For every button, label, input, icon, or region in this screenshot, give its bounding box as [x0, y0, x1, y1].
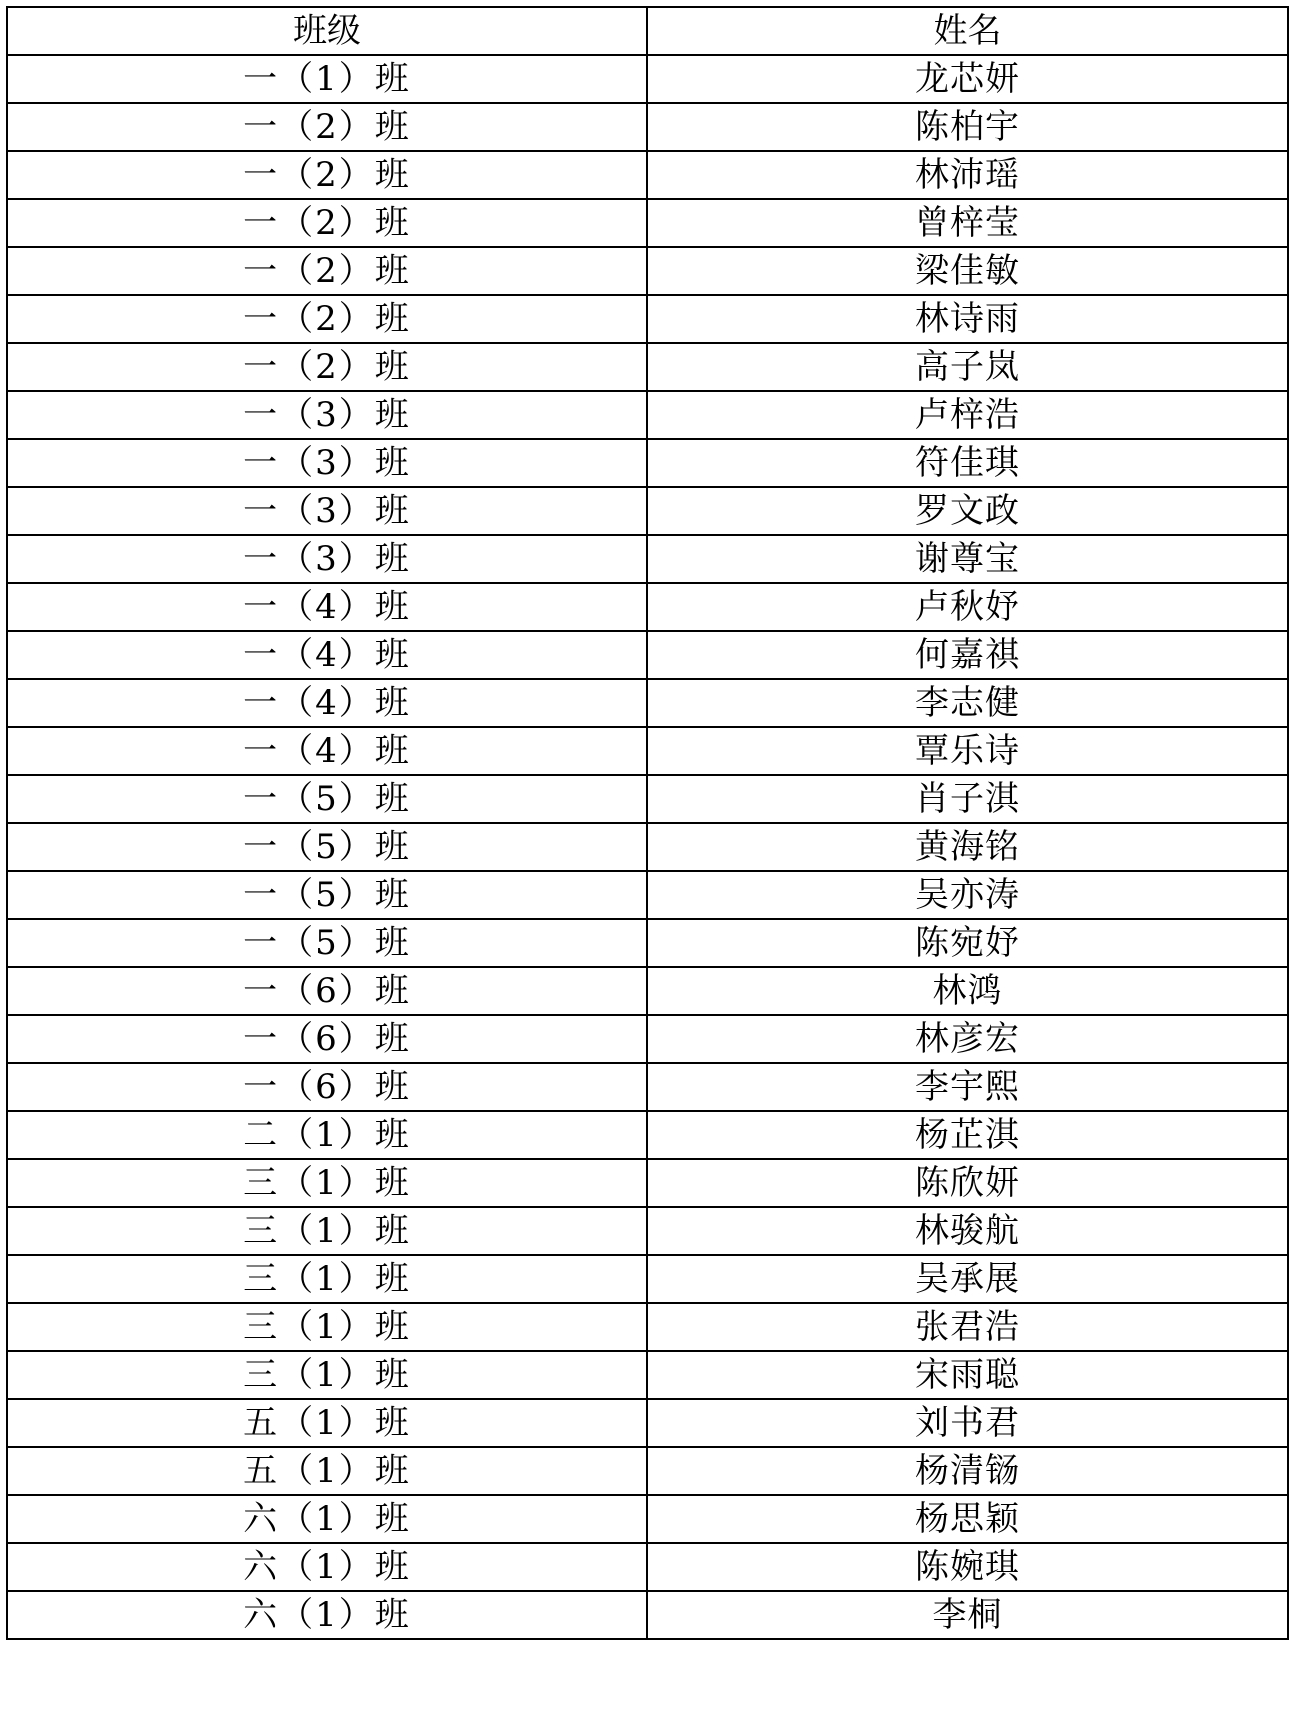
student-name-cell: 吴承展 — [647, 1255, 1288, 1303]
student-name-cell: 曾梓莹 — [647, 199, 1288, 247]
table-row — [7, 631, 1288, 679]
class-cell: 一（2）班 — [7, 103, 647, 151]
table-row — [7, 439, 1288, 487]
class-cell: 一（6）班 — [7, 1015, 647, 1063]
roster-sheet — [6, 6, 1287, 1640]
table-row — [7, 1399, 1288, 1447]
table-row — [7, 1015, 1288, 1063]
table-row — [7, 487, 1288, 535]
table-row — [7, 1111, 1288, 1159]
student-name-cell: 覃乐诗 — [647, 727, 1288, 775]
class-cell: 一（4）班 — [7, 631, 647, 679]
class-cell: 一（2）班 — [7, 151, 647, 199]
table-row — [7, 871, 1288, 919]
student-name-cell: 罗文政 — [647, 487, 1288, 535]
table-row — [7, 55, 1288, 103]
class-cell: 一（4）班 — [7, 583, 647, 631]
table-row — [7, 343, 1288, 391]
class-cell: 一（3）班 — [7, 535, 647, 583]
table-row — [7, 151, 1288, 199]
table-row — [7, 103, 1288, 151]
student-name-cell: 陈婉琪 — [647, 1543, 1288, 1591]
column-header-class: 班级 — [7, 7, 647, 55]
class-cell: 一（4）班 — [7, 727, 647, 775]
student-name-cell: 陈欣妍 — [647, 1159, 1288, 1207]
student-name-cell: 梁佳敏 — [647, 247, 1288, 295]
table-row — [7, 391, 1288, 439]
class-cell: 五（1）班 — [7, 1399, 647, 1447]
class-cell: 一（5）班 — [7, 919, 647, 967]
class-cell: 一（5）班 — [7, 823, 647, 871]
student-name-cell: 李桐 — [647, 1591, 1288, 1639]
student-name-cell: 肖子淇 — [647, 775, 1288, 823]
table-row — [7, 1495, 1288, 1543]
class-cell: 三（1）班 — [7, 1351, 647, 1399]
class-cell: 一（2）班 — [7, 199, 647, 247]
class-cell: 六（1）班 — [7, 1591, 647, 1639]
class-cell: 一（1）班 — [7, 55, 647, 103]
class-cell: 三（1）班 — [7, 1303, 647, 1351]
table-row — [7, 1447, 1288, 1495]
class-cell: 六（1）班 — [7, 1543, 647, 1591]
student-name-cell: 卢梓浩 — [647, 391, 1288, 439]
student-name-cell: 李志健 — [647, 679, 1288, 727]
student-name-cell: 林诗雨 — [647, 295, 1288, 343]
student-name-cell: 杨芷淇 — [647, 1111, 1288, 1159]
table-row — [7, 1255, 1288, 1303]
student-name-cell: 林骏航 — [647, 1207, 1288, 1255]
class-cell: 一（3）班 — [7, 487, 647, 535]
table-row — [7, 1351, 1288, 1399]
student-name-cell: 黄海铭 — [647, 823, 1288, 871]
table-row — [7, 1063, 1288, 1111]
table-body — [7, 55, 1288, 1639]
class-cell: 一（2）班 — [7, 343, 647, 391]
student-name-cell: 龙芯妍 — [647, 55, 1288, 103]
student-name-cell: 杨清铴 — [647, 1447, 1288, 1495]
student-name-cell: 刘书君 — [647, 1399, 1288, 1447]
table-row — [7, 1303, 1288, 1351]
student-name-cell: 符佳琪 — [647, 439, 1288, 487]
class-cell: 一（2）班 — [7, 247, 647, 295]
class-cell: 三（1）班 — [7, 1255, 647, 1303]
student-name-cell: 李宇熙 — [647, 1063, 1288, 1111]
class-cell: 一（5）班 — [7, 775, 647, 823]
class-cell: 五（1）班 — [7, 1447, 647, 1495]
table-row — [7, 1207, 1288, 1255]
student-name-cell: 高子岚 — [647, 343, 1288, 391]
class-cell: 一（6）班 — [7, 967, 647, 1015]
student-name-cell: 谢尊宝 — [647, 535, 1288, 583]
student-name-cell: 吴亦涛 — [647, 871, 1288, 919]
student-name-cell: 林鸿 — [647, 967, 1288, 1015]
table-row — [7, 199, 1288, 247]
table-row — [7, 1159, 1288, 1207]
class-cell: 一（3）班 — [7, 391, 647, 439]
class-cell: 一（2）班 — [7, 295, 647, 343]
table-row — [7, 583, 1288, 631]
student-name-cell: 林沛瑶 — [647, 151, 1288, 199]
student-roster-table — [6, 6, 1289, 1640]
student-name-cell: 林彦宏 — [647, 1015, 1288, 1063]
student-name-cell: 陈宛妤 — [647, 919, 1288, 967]
class-cell: 六（1）班 — [7, 1495, 647, 1543]
table-row — [7, 823, 1288, 871]
class-cell: 一（3）班 — [7, 439, 647, 487]
student-name-cell: 陈柏宇 — [647, 103, 1288, 151]
table-row — [7, 727, 1288, 775]
class-cell: 一（6）班 — [7, 1063, 647, 1111]
table-row — [7, 295, 1288, 343]
table-row — [7, 919, 1288, 967]
table-row — [7, 1543, 1288, 1591]
class-cell: 一（5）班 — [7, 871, 647, 919]
class-cell: 三（1）班 — [7, 1207, 647, 1255]
table-row — [7, 1591, 1288, 1639]
table-row — [7, 535, 1288, 583]
student-name-cell: 杨思颖 — [647, 1495, 1288, 1543]
table-row — [7, 247, 1288, 295]
table-row — [7, 775, 1288, 823]
column-header-name: 姓名 — [647, 7, 1288, 55]
class-cell: 一（4）班 — [7, 679, 647, 727]
student-name-cell: 卢秋妤 — [647, 583, 1288, 631]
class-cell: 二（1）班 — [7, 1111, 647, 1159]
student-name-cell: 何嘉祺 — [647, 631, 1288, 679]
class-cell: 三（1）班 — [7, 1159, 647, 1207]
table-header-row — [7, 7, 1288, 55]
student-name-cell: 张君浩 — [647, 1303, 1288, 1351]
table-row — [7, 967, 1288, 1015]
student-name-cell: 宋雨聪 — [647, 1351, 1288, 1399]
table-row — [7, 679, 1288, 727]
